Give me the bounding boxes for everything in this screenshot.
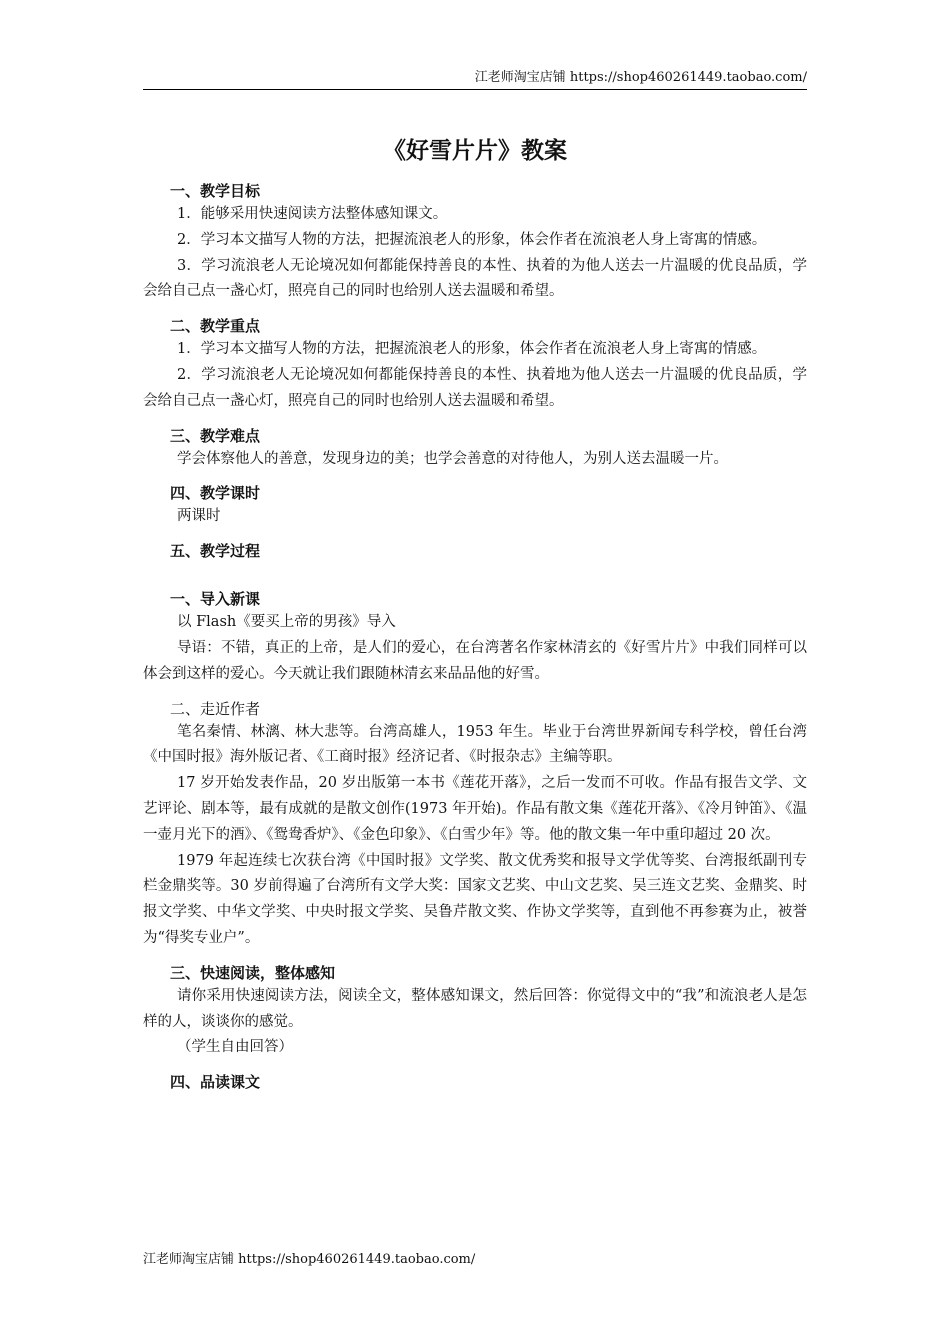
paragraph: 导语：不错，真正的上帝，是人们的爱心，在台湾著名作家林清玄的《好雪片片》中我们同样可以体会到这样的爱心。今天就让我们跟随林清玄来品品他的好雪。 — [143, 639, 807, 682]
subsection-heading-author: 二、走近作者 — [170, 699, 261, 718]
paragraph: 请你采用快速阅读方法，阅读全文，整体感知课文，然后回答：你觉得文中的“我”和流浪老人是怎样的人，谈谈你的感觉。 — [143, 987, 807, 1030]
paragraph: 2．学习本文描写人物的方法，把握流浪老人的形象，体会作者在流浪老人身上寄寓的情感。 — [177, 231, 767, 248]
section-heading-lesson-hours: 四、教学课时 — [170, 484, 261, 503]
paragraph: 1．学习本文描写人物的方法，把握流浪老人的形象，体会作者在流浪老人身上寄寓的情感。 — [177, 341, 767, 358]
paragraph: 学会体察他人的善意，发现身边的美；也学会善意的对待他人，为别人送去温暖一片。 — [177, 450, 728, 467]
page-footer: 江老师淘宝店铺 https://shop460261449.taobao.com/ — [143, 1252, 476, 1267]
paragraph: 1979 年起连续七次获台湾《中国时报》文学奖、散文优秀奖和报导文学优等奖、台湾报纸副刊专栏金鼎奖等。30 岁前得遍了台湾所有文学大奖：国家文艺奖、中山文艺奖、吴三连文艺奖、金鼎奖、时报文学奖、中华文学奖、中央时报文学奖、吴鲁芹散文奖、作协文学奖等，直到他不再参赛为止，被誉为“得奖专业户”。 — [143, 852, 807, 946]
page-title: 《好雪片片》教案 — [383, 138, 567, 164]
paragraph: 17 岁开始发表作品，20 岁出版第一本书《莲花开落》，之后一发而不可收。作品有报告文学、文艺评论、剧本等，最有成就的是散文创作(1973 年开始)。作品有散文集《莲花开落》、《冷月钟笛》、《温一壶月光下的酒》、《鸳鸯香炉》、《金色印象》、《白雪少年》等。他的散文集一年中重印超过 20 次。 — [143, 775, 807, 843]
document-body — [143, 180, 807, 1093]
page-header: 江老师淘宝店铺 https://shop460261449.taobao.com/ — [143, 66, 807, 90]
paragraph: 2．学习流浪老人无论境况如何都能保持善良的本性、执着地为他人送去一片温暖的优良品质，学会给自己点一盏心灯，照亮自己的同时也给别人送去温暖和希望。 — [143, 366, 807, 409]
paragraph: 两课时 — [177, 508, 221, 525]
paragraph: 1．能够采用快速阅读方法整体感知课文。 — [177, 206, 448, 222]
paragraph: （学生自由回答） — [177, 1039, 293, 1056]
paragraph: 3．学习流浪老人无论境况如何都能保持善良的本性、执着的为他人送去一片温暖的优良品质，学会给自己点一盏心灯，照亮自己的同时也给别人送去温暖和希望。 — [143, 257, 807, 300]
section-heading-process: 五、教学过程 — [170, 542, 261, 561]
paragraph: 以 Flash《要买上帝的男孩》导入 — [177, 614, 396, 631]
section-heading-objectives: 一、教学目标 — [170, 182, 261, 200]
subsection-heading-quick-reading: 三、快速阅读，整体感知 — [170, 963, 336, 982]
section-heading-key-points: 二、教学重点 — [170, 317, 261, 336]
section-heading-difficulties: 三、教学难点 — [170, 426, 261, 445]
subsection-heading-intro: 一、导入新课 — [170, 590, 261, 609]
paragraph: 笔名秦情、林漓、林大悲等。台湾高雄人，1953 年生。毕业于台湾世界新闻专科学校，曾任台湾《中国时报》海外版记者、《工商时报》经济记者、《时报杂志》主编等职。 — [143, 723, 807, 766]
subsection-heading-close-reading: 四、品读课文 — [170, 1073, 261, 1092]
